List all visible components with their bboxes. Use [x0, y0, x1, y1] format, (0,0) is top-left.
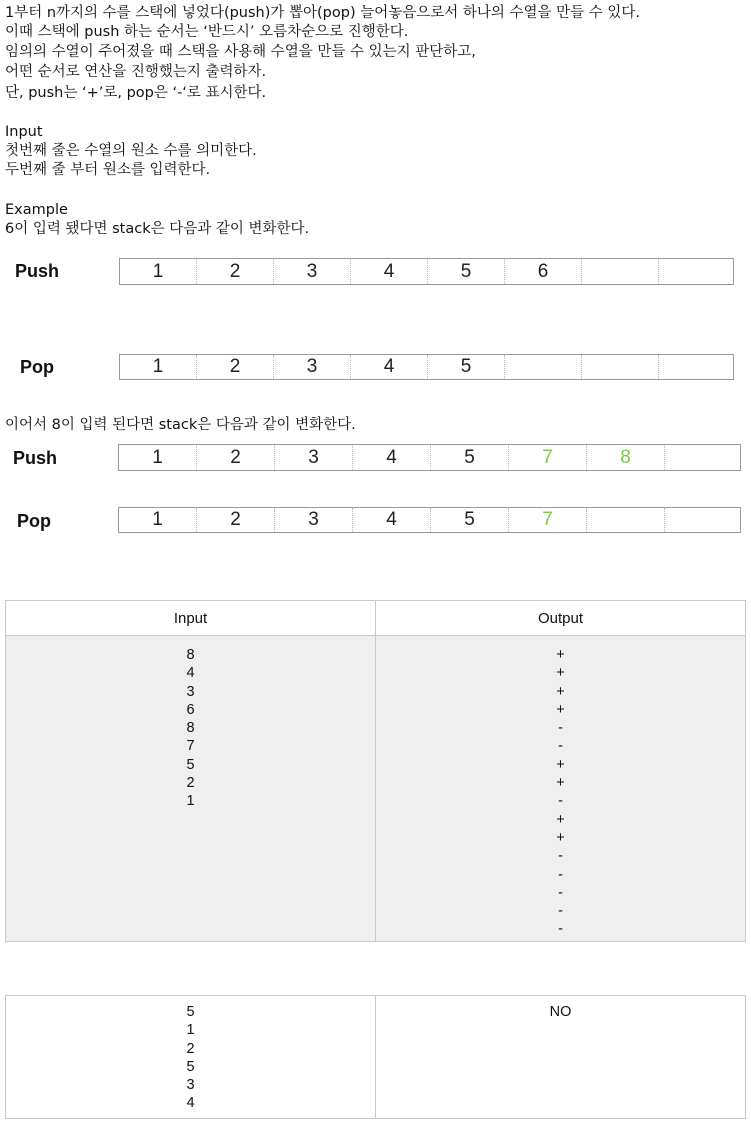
stack-cell: 4	[351, 259, 428, 284]
pop-stack-row	[119, 354, 734, 380]
output-values-cell	[376, 996, 745, 1118]
stack-cell: 5	[431, 508, 509, 532]
stack-cell: 5	[428, 355, 505, 379]
push-label: Push	[15, 261, 60, 281]
pop-label: Pop	[20, 357, 54, 377]
stack-cell: 3	[274, 355, 351, 379]
stack-cell: 2	[197, 355, 274, 379]
list-item: -	[558, 720, 563, 737]
stack-cell: 4	[351, 355, 428, 379]
intro-line-2: 이때 스택에 push 하는 순서는 ‘반드시’ 오름차순으로 진행한다.	[5, 24, 409, 40]
list-item: 1	[186, 1022, 195, 1039]
list-item: -	[558, 884, 563, 901]
list-item: 8	[186, 647, 195, 663]
intro-line-3: 임의의 수열이 주어졌을 때 스택을 사용해 수열을 만들 수 있는지 판단하고,	[5, 44, 476, 60]
list-item: 7	[186, 738, 195, 755]
list-item: -	[558, 848, 563, 865]
stack-cell: 3	[275, 508, 353, 532]
list-item: 2	[186, 1040, 195, 1057]
push-stack-row	[118, 444, 741, 471]
pop-label: Pop	[17, 511, 51, 531]
list-item: +	[556, 811, 565, 828]
list-item: +	[556, 683, 565, 700]
stack-cell-empty	[582, 259, 659, 284]
list-item: -	[558, 793, 563, 810]
list-item: 5	[186, 756, 195, 773]
stack-cell: 7	[509, 508, 587, 532]
example-line: 6이 입력 됐다면 stack은 다음과 같이 변화한다.	[5, 221, 310, 237]
stack-cell: 6	[505, 259, 582, 284]
continue-line: 이어서 8이 입력 된다면 stack은 다음과 같이 변화한다.	[5, 417, 356, 433]
list-item: 5	[186, 1004, 195, 1020]
list-item: +	[556, 756, 565, 773]
output-values-cell	[376, 636, 745, 941]
stack-cell: 2	[197, 445, 275, 470]
list-item: 4	[186, 665, 195, 682]
list-item: 5	[186, 1058, 195, 1075]
input-column-header: Input	[6, 601, 376, 635]
stack-cell: 1	[120, 355, 197, 379]
stack-cell: 1	[119, 445, 197, 470]
intro-line-4: 어떤 순서로 연산을 진행했는지 출력하자.	[5, 64, 267, 80]
list-item: +	[556, 701, 565, 718]
list-item: -	[558, 866, 563, 883]
stack-cell: 4	[353, 508, 431, 532]
list-item: -	[558, 738, 563, 755]
stack-cell: 8	[587, 445, 665, 470]
push-label: Push	[13, 448, 58, 468]
input-values-cell	[6, 636, 376, 941]
list-item: +	[556, 665, 565, 682]
stack-cell: 7	[509, 445, 587, 470]
stack-cell: 1	[119, 508, 197, 532]
stack-cell-empty	[659, 259, 735, 284]
list-item: +	[556, 775, 565, 792]
example-io-table	[5, 600, 746, 942]
input-line-1: 첫번째 줄은 수열의 원소 수를 의미한다.	[5, 143, 257, 159]
list-item: -	[558, 921, 563, 938]
list-item: 6	[186, 701, 195, 718]
list-item: 3	[186, 683, 195, 700]
stack-cell: 5	[431, 445, 509, 470]
example-io-table-2	[5, 995, 746, 1119]
stack-cell-empty	[665, 508, 742, 532]
intro-line-5: 단, push는 ‘+’로, pop은 ‘-‘로 표시한다.	[5, 85, 267, 101]
stack-cell-empty	[587, 508, 665, 532]
input-section-title: Input	[5, 124, 43, 140]
list-item: 8	[186, 720, 195, 737]
stack-cell: 2	[197, 508, 275, 532]
list-item: +	[556, 829, 565, 846]
list-item: +	[556, 647, 565, 663]
output-column-header: Output	[537, 609, 584, 627]
example-section-title: Example	[5, 202, 68, 218]
list-item: 2	[186, 775, 195, 792]
stack-cell: 3	[274, 259, 351, 284]
list-item: 1	[186, 793, 195, 810]
stack-cell-empty	[659, 355, 735, 379]
stack-cell-empty	[505, 355, 582, 379]
stack-cell: 1	[120, 259, 197, 284]
list-item: 3	[186, 1077, 195, 1094]
stack-cell: 4	[353, 445, 431, 470]
list-item: 4	[186, 1095, 195, 1112]
input-values-cell	[6, 996, 376, 1118]
stack-cell: 2	[197, 259, 274, 284]
stack-cell-empty	[665, 445, 742, 470]
stack-cell: 3	[275, 445, 353, 470]
input-line-2: 두번째 줄 부터 원소를 입력한다.	[5, 162, 211, 178]
table-header-row	[6, 601, 745, 636]
push-stack-row	[119, 258, 734, 285]
table-body-row	[6, 636, 745, 941]
intro-line-1: 1부터 n까지의 수를 스택에 넣었다(push)가 뽑아(pop) 늘어놓음으로서 하나의 수열을 만들 수 있다.	[5, 5, 641, 21]
list-item: NO	[549, 1004, 572, 1020]
stack-cell-empty	[582, 355, 659, 379]
pop-stack-row	[118, 507, 741, 533]
table-body-row	[6, 996, 745, 1118]
list-item: -	[558, 903, 563, 920]
stack-cell: 5	[428, 259, 505, 284]
